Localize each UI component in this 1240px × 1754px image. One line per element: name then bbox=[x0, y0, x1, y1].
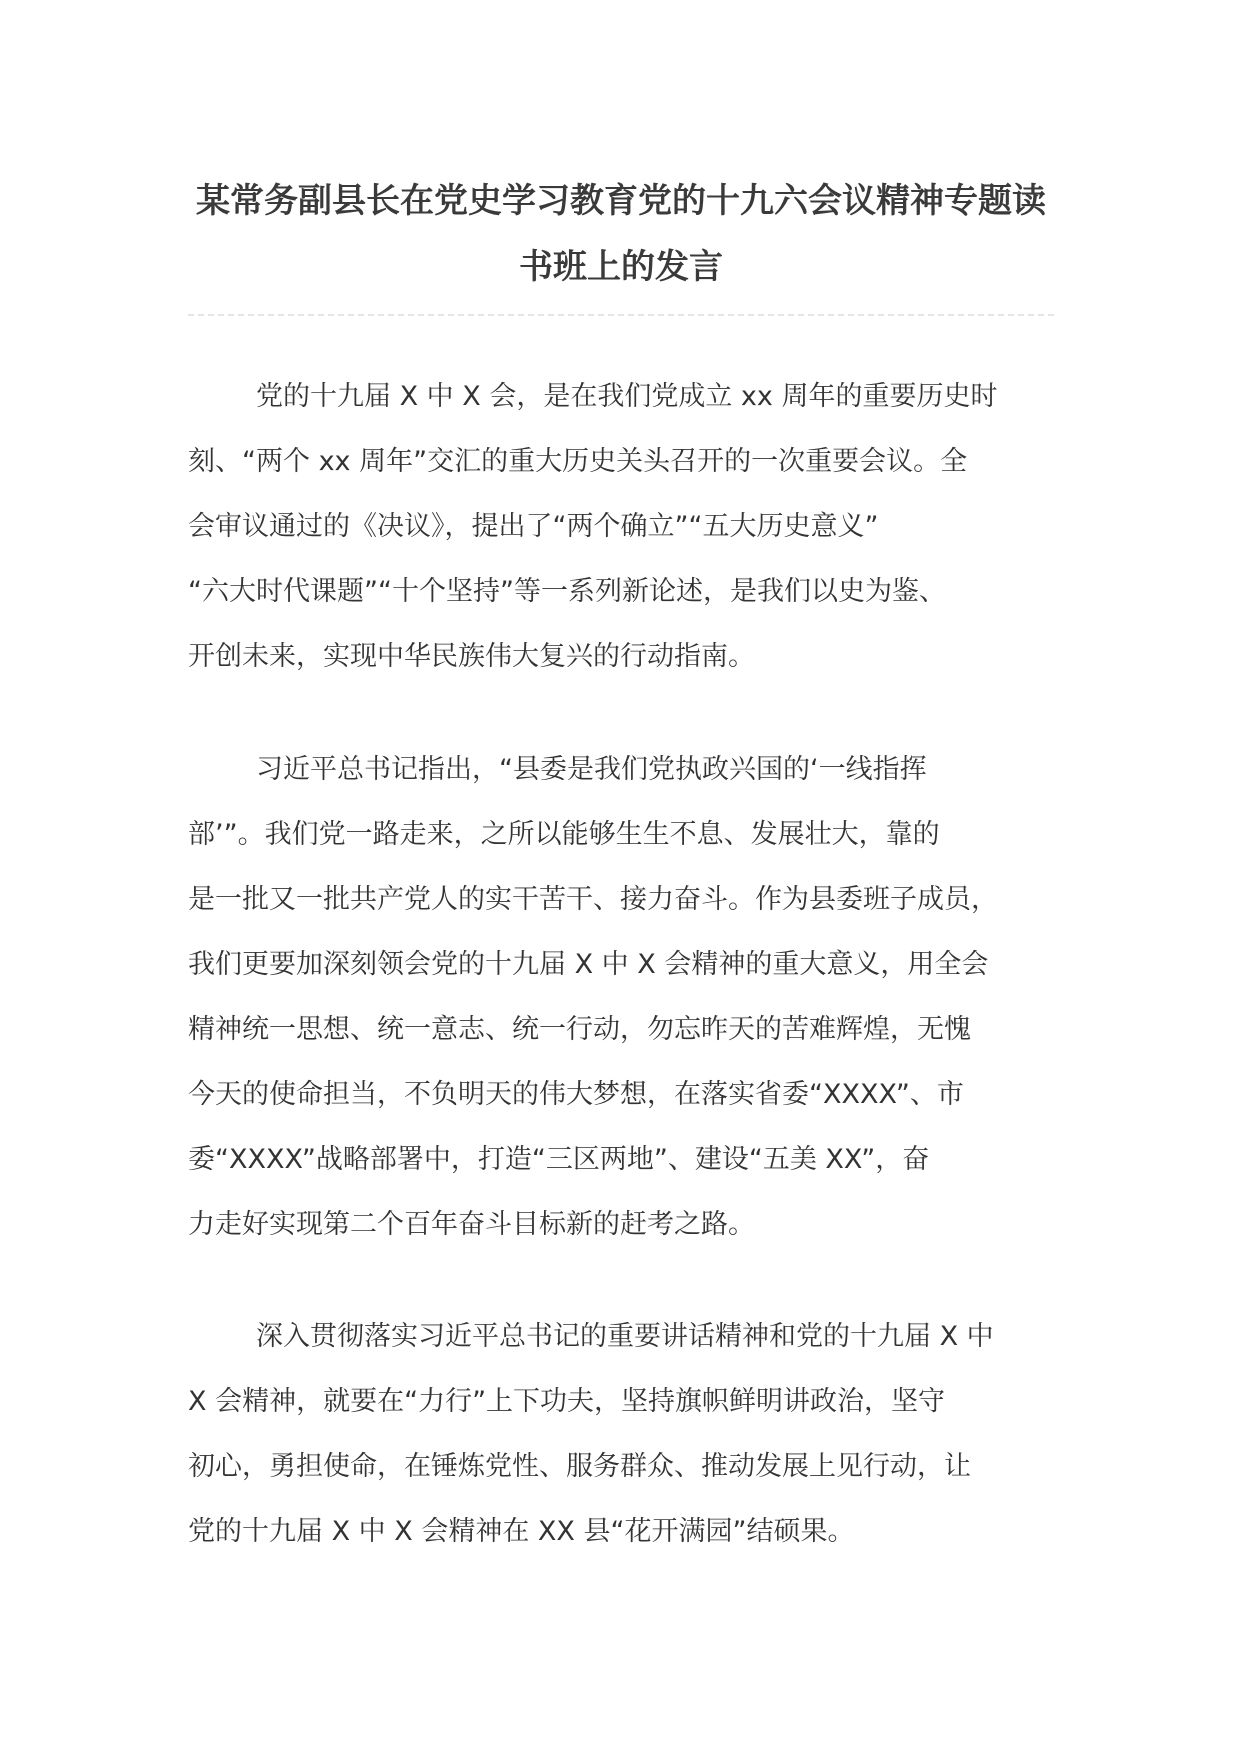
paragraph-line: 我们更要加深刻领会党的十九届 X 中 X 会精神的重大意义，用全会 bbox=[188, 949, 989, 980]
paragraph-line: 会审议通过的《决议》，提出了“两个确立”“五大历史意义” bbox=[188, 511, 879, 542]
paragraph-line: 委“XXXX”战略部署中，打造“三区两地”、建设“五美 XX”，奋 bbox=[188, 1144, 930, 1175]
paragraph-line: 今天的使命担当，不负明天的伟大梦想，在落实省委“XXXX”、市 bbox=[188, 1079, 964, 1110]
paragraph-line: 党的十九届 X 中 X 会精神在 XX 县“花开满园”结硕果。 bbox=[188, 1516, 855, 1547]
paragraph-line: “六大时代课题”“十个坚持”等一系列新论述，是我们以史为鉴、 bbox=[188, 576, 946, 607]
title-line-1: 某常务副县长在党史学习教育党的十九六会议精神专题读 bbox=[196, 181, 1046, 221]
paragraph-line: 深入贯彻落实习近平总书记的重要讲话精神和党的十九届 X 中 bbox=[256, 1321, 994, 1352]
paragraph-line: 党的十九届 X 中 X 会，是在我们党成立 xx 周年的重要历史时 bbox=[256, 381, 998, 412]
paragraph-line: 是一批又一批共产党人的实干苦干、接力奋斗。作为县委班子成员， bbox=[188, 884, 998, 915]
paragraph-1 bbox=[188, 364, 1058, 689]
title-line-2: 书班上的发言 bbox=[519, 247, 723, 287]
paragraph-line: X 会精神，就要在“力行”上下功夫，坚持旗帜鲜明讲政治，坚守 bbox=[188, 1386, 946, 1417]
document-title bbox=[188, 168, 1054, 300]
paragraph-2 bbox=[188, 737, 1058, 1257]
paragraph-line: 精神统一思想、统一意志、统一行动，勿忘昨天的苦难辉煌，无愧 bbox=[188, 1014, 971, 1045]
paragraph-line: 刻、“两个 xx 周年”交汇的重大历史关头召开的一次重要会议。全 bbox=[188, 446, 968, 477]
paragraph-line: 力走好实现第二个百年奋斗目标新的赶考之路。 bbox=[188, 1209, 755, 1240]
paragraph-line: 部’”。我们党一路走来，之所以能够生生不息、发展壮大，靠的 bbox=[188, 819, 940, 850]
paragraph-line: 开创未来，实现中华民族伟大复兴的行动指南。 bbox=[188, 641, 755, 672]
paragraph-line: 初心，勇担使命，在锤炼党性、服务群众、推动发展上见行动，让 bbox=[188, 1451, 971, 1482]
paragraph-3 bbox=[188, 1304, 1058, 1564]
paragraph-line: 习近平总书记指出，“县委是我们党执政兴国的‘一线指挥 bbox=[256, 754, 927, 785]
title-divider bbox=[188, 314, 1054, 316]
